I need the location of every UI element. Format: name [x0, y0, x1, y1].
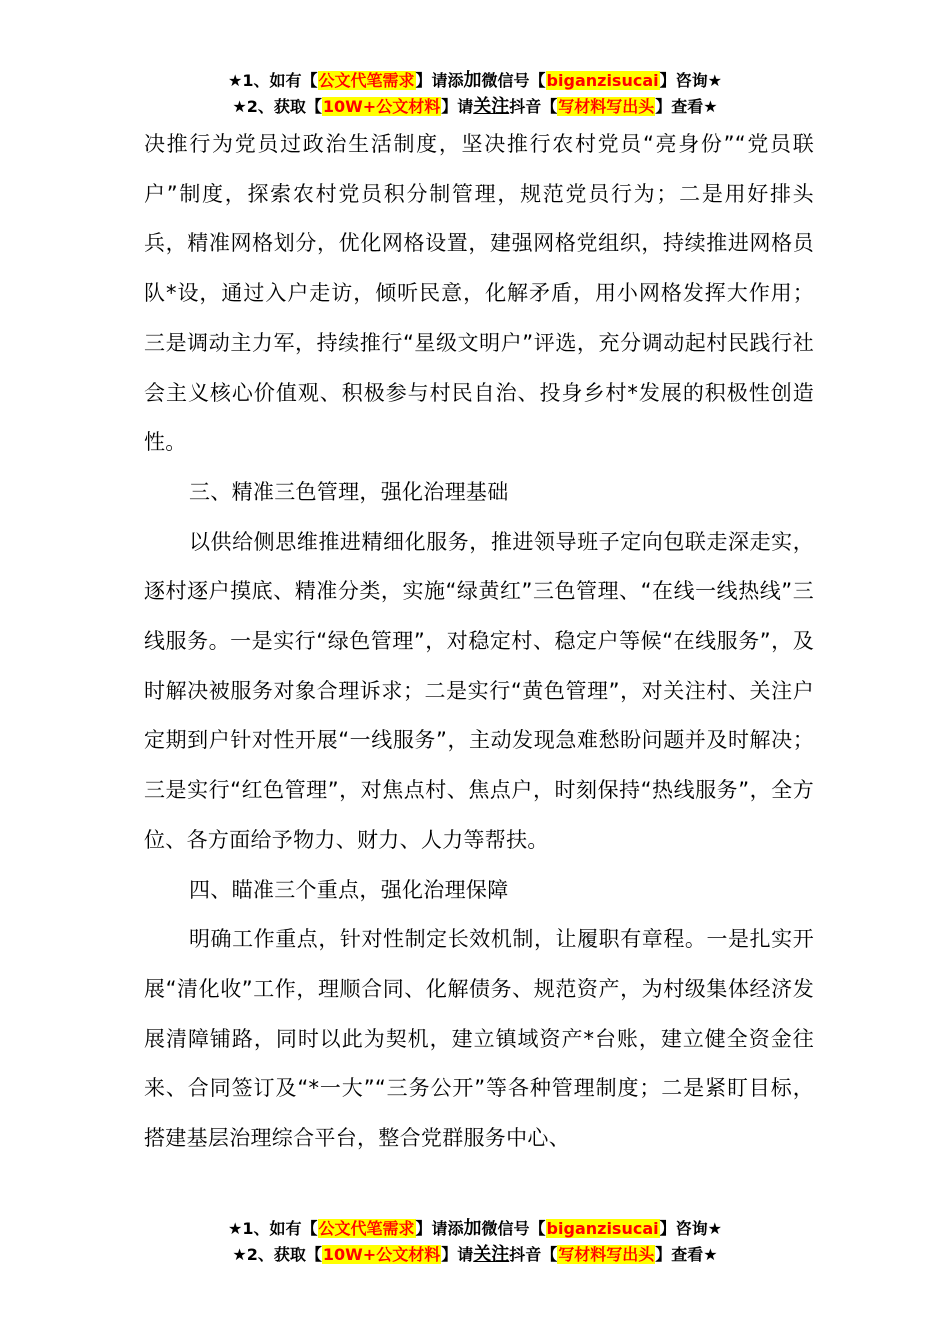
banner-text: 】查看★ — [655, 1245, 718, 1264]
banner-text: 抖音【 — [509, 97, 558, 116]
banner-text: 】请添 — [415, 71, 464, 90]
banner-line-1 — [0, 1216, 950, 1242]
banner-text: 】查看★ — [655, 97, 718, 116]
banner-text: ★1、如有【 — [228, 71, 318, 90]
banner-text: 】请 — [441, 97, 474, 116]
banner-highlight: 10W+公文材料 — [322, 1245, 441, 1264]
banner-text: ★2、获取【 — [232, 97, 322, 116]
banner-highlight: biganzisucai — [546, 71, 659, 90]
banner-highlight: 10W+公文材料 — [322, 97, 441, 116]
banner-text: ★2、获取【 — [232, 1245, 322, 1264]
banner-line-2 — [0, 1242, 950, 1268]
banner-emphasis: 加 — [463, 70, 482, 91]
banner-highlight: biganzisucai — [546, 1219, 659, 1238]
bottom-banner — [0, 1216, 950, 1268]
banner-highlight: 公文代笔需求 — [318, 71, 415, 90]
banner-highlight: 公文代笔需求 — [318, 1219, 415, 1238]
top-banner — [0, 68, 950, 120]
banner-text: 微信号【 — [481, 1219, 546, 1238]
paragraph: 以供给侧思维推进精细化服务，推进领导班子定向包联走深走实，逐村逐户摸底、精准分类，实施“绿黄红”三色管理、“在线一线热线”三线服务。一是实行“绿色管理”，对稳定村、稳定户等候“在线服务”，及时解决被服务对象合理诉求；二是实行“黄色管理”，对关注村、关注户定期到户针对性开展“一线服务”，主动发现急难愁盼问题并及时解决；三是实行“红色管理”，对焦点村、焦点户，时刻保持“热线服务”，全方位、各方面给予物力、财力、人力等帮扶。 — [144, 529, 814, 852]
banner-text: 】咨询★ — [659, 71, 722, 90]
banner-text: 】咨询★ — [659, 1219, 722, 1238]
banner-highlight: 写材料写出头 — [558, 1245, 655, 1264]
banner-line-1 — [0, 68, 950, 94]
section-heading: 四、瞄准三个重点，强化治理保障 — [189, 877, 509, 902]
banner-text: ★1、如有【 — [228, 1219, 318, 1238]
banner-text: 微信号【 — [481, 71, 546, 90]
banner-highlight: 写材料写出头 — [558, 97, 655, 116]
banner-emphasis: 关注 — [473, 96, 510, 117]
banner-text: 抖音【 — [509, 1245, 558, 1264]
paragraph: 明确工作重点，针对性制定长效机制，让履职有章程。一是扎实开展“清化收”工作，理顺合同、化解债务、规范资产，为村级集体经济发展清障铺路，同时以此为契机，建立镇域资产*台账，建立健全资金往来、合同签订及“*一大”“三务公开”等各种管理制度；二是紧盯目标，搭建基层治理综合平台，整合党群服务中心、 — [144, 927, 814, 1151]
banner-text: 】请添 — [415, 1219, 464, 1238]
banner-line-2 — [0, 94, 950, 120]
banner-text: 】请 — [441, 1245, 474, 1264]
banner-emphasis: 关注 — [473, 1244, 510, 1265]
document-body — [144, 120, 814, 1164]
paragraph: 决推行为党员过政治生活制度，坚决推行农村党员“亮身份”“党员联户”制度，探索农村党员积分制管理，规范党员行为；二是用好排头兵，精准网格划分，优化网格设置，建强网格党组织，持续推进网格员队*设，通过入户走访，倾听民意，化解矛盾，用小网格发挥大作用；三是调动主力军，持续推行“星级文明户”评选，充分调动起村民践行社会主义核心价值观、积极参与村民自治、投身乡村*发展的积极性创造性。 — [144, 132, 814, 455]
section-heading: 三、精准三色管理，强化治理基础 — [189, 479, 509, 504]
banner-emphasis: 加 — [463, 1218, 482, 1239]
